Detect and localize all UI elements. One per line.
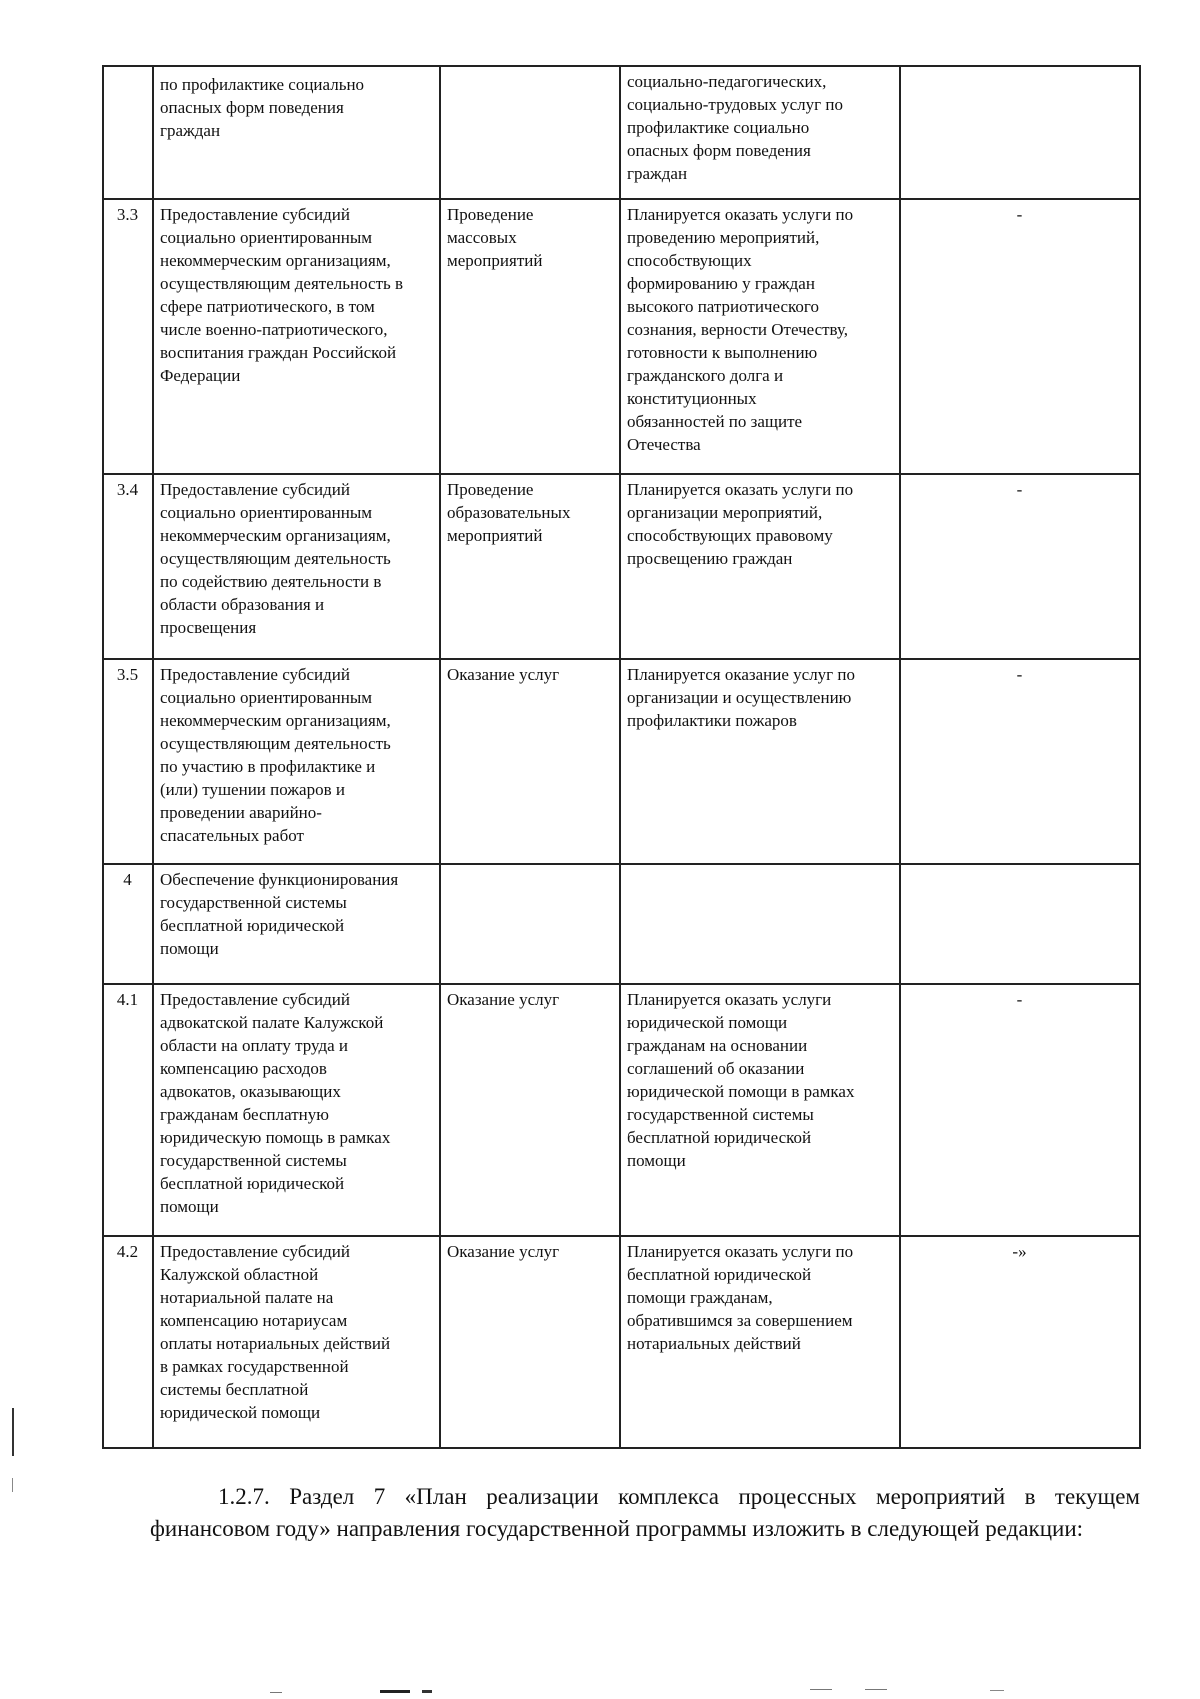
measure-type	[440, 66, 620, 199]
scan-artifact	[270, 1692, 282, 1693]
table-row	[103, 984, 1140, 1236]
row-number: 4.1	[103, 984, 153, 1236]
measure-type	[440, 864, 620, 984]
table-row	[103, 199, 1140, 474]
measure-note	[900, 66, 1140, 199]
table-row	[103, 1236, 1140, 1448]
table-row	[103, 66, 1140, 199]
measure-note: -	[900, 474, 1140, 659]
measure-description: Планируется оказать услуги по бесплатной юридической помощи гражданам, обратившимся за совершением нотариальных действий	[620, 1236, 900, 1448]
measure-type: Оказание услуг	[440, 984, 620, 1236]
measure-description: Планируется оказать услуги юридической помощи гражданам на основании соглашений об оказании юридической помощи в рамках государственной системы бесплатной юридической помощи	[620, 984, 900, 1236]
measure-name: по профилактике социально опасных форм поведения граждан	[153, 66, 440, 199]
scan-artifact	[990, 1690, 1004, 1691]
row-number: 3.4	[103, 474, 153, 659]
measure-type: Проведение массовых мероприятий	[440, 199, 620, 474]
measure-description: социально-педагогических, социально-трудовых услуг по профилактике социально опасных форм поведения граждан	[620, 66, 900, 199]
measure-note: -	[900, 659, 1140, 864]
measure-name: Предоставление субсидий социально ориентированным некоммерческим организациям, осуществляющим деятельность по участию в профилактике и (или) тушении пожаров и проведении аварийно- спасательных работ	[153, 659, 440, 864]
scan-artifact	[380, 1690, 410, 1693]
measure-type: Проведение образовательных мероприятий	[440, 474, 620, 659]
scan-margin-mark	[12, 1408, 14, 1456]
scan-margin-mark	[12, 1478, 13, 1492]
measure-note	[900, 864, 1140, 984]
row-number: 4	[103, 864, 153, 984]
measure-name: Предоставление субсидий социально ориентированным некоммерческим организациям, осуществляющим деятельность в сфере патриотического, в том числе военно-патриотического, воспитания граждан Российской Федерации	[153, 199, 440, 474]
table-row	[103, 864, 1140, 984]
scan-artifact	[865, 1689, 887, 1690]
measure-name: Предоставление субсидий социально ориентированным некоммерческим организациям, осуществляющим деятельность по содействию деятельности в области образования и просвещения	[153, 474, 440, 659]
measure-description: Планируется оказание услуг по организации и осуществлению профилактики пожаров	[620, 659, 900, 864]
measure-name: Предоставление субсидий адвокатской палате Калужской области на оплату труда и компенсацию расходов адвокатов, оказывающих гражданам бесплатную юридическую помощь в рамках государственной системы бесплатной юридической помощи	[153, 984, 440, 1236]
measure-note: -	[900, 199, 1140, 474]
measures-table	[102, 65, 1141, 1449]
measure-type: Оказание услуг	[440, 1236, 620, 1448]
scan-artifact	[422, 1690, 432, 1693]
measure-type: Оказание услуг	[440, 659, 620, 864]
measure-description: Планируется оказать услуги по организации мероприятий, способствующих правовому просвещению граждан	[620, 474, 900, 659]
row-number: 3.5	[103, 659, 153, 864]
measure-description	[620, 864, 900, 984]
amendment-paragraph: 1.2.7. Раздел 7 «План реализации комплекса процессных мероприятий в текущем финансовом году» направления государственной программы изложить в следующей редакции:	[150, 1484, 1140, 1541]
table-row	[103, 474, 1140, 659]
row-number	[103, 66, 153, 199]
table-row	[103, 659, 1140, 864]
measure-name: Обеспечение функционирования государственной системы бесплатной юридической помощи	[153, 864, 440, 984]
row-number: 3.3	[103, 199, 153, 474]
measure-note: -	[900, 984, 1140, 1236]
measure-name: Предоставление субсидий Калужской областной нотариальной палате на компенсацию нотариусам оплаты нотариальных действий в рамках государственной системы бесплатной юридической помощи	[153, 1236, 440, 1448]
measure-note: -»	[900, 1236, 1140, 1448]
scan-artifact	[810, 1689, 832, 1690]
measure-description: Планируется оказать услуги по проведению мероприятий, способствующих формированию у граждан высокого патриотического сознания, верности Отечеству, готовности к выполнению гражданского долга и конституционных обязанностей по защите Отечества	[620, 199, 900, 474]
row-number: 4.2	[103, 1236, 153, 1448]
